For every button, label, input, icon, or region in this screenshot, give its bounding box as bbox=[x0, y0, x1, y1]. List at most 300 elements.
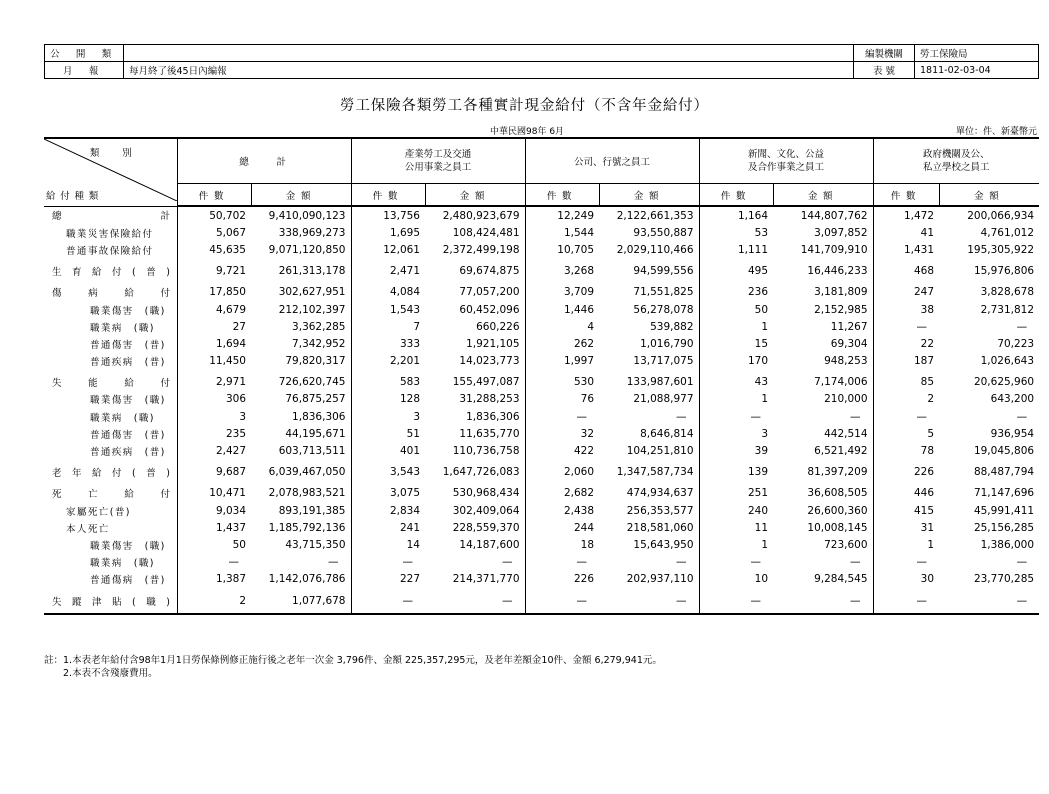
amount-cell: 643,200 bbox=[990, 393, 1035, 406]
row-label: 職業傷害 (職) bbox=[90, 305, 166, 317]
count-cell: 5,067 bbox=[177, 224, 251, 241]
row-label: 死亡給付 bbox=[52, 489, 170, 501]
count-cell: 235 bbox=[177, 425, 251, 442]
count-cell: 226 bbox=[873, 460, 939, 481]
table-row bbox=[44, 502, 1039, 519]
unit-label: 單位：件、新臺幣元 bbox=[955, 127, 1037, 137]
amount-cell: — bbox=[850, 410, 861, 423]
header-left-box bbox=[44, 44, 864, 79]
amount-cell: 3,828,678 bbox=[980, 286, 1035, 299]
count-cell: 247 bbox=[873, 280, 939, 301]
subheader-amount: 金額 bbox=[251, 184, 351, 207]
count-cell: 10 bbox=[699, 571, 773, 588]
table-row bbox=[44, 408, 1039, 425]
amount-cell: — bbox=[1016, 556, 1028, 569]
category-corner-label: 類別 bbox=[89, 148, 155, 159]
count-cell: 2 bbox=[873, 391, 939, 408]
count-cell: — bbox=[699, 588, 773, 614]
table-row bbox=[44, 301, 1039, 318]
table-row bbox=[44, 425, 1039, 442]
count-cell: 3,543 bbox=[351, 460, 425, 481]
count-cell: 3,268 bbox=[525, 259, 599, 280]
amount-cell: 3,181,809 bbox=[814, 286, 868, 299]
subheader-amount: 金額 bbox=[425, 184, 525, 207]
count-cell: 4,084 bbox=[351, 280, 425, 301]
amount-cell: — bbox=[676, 556, 687, 569]
notes bbox=[44, 654, 662, 680]
amount-cell: 1,026,643 bbox=[980, 355, 1035, 368]
count-cell: 3,709 bbox=[525, 280, 599, 301]
table-row bbox=[44, 460, 1039, 481]
count-cell: 530 bbox=[525, 370, 599, 391]
count-cell: 262 bbox=[525, 335, 599, 352]
count-cell: 1,544 bbox=[525, 224, 599, 241]
count-cell: 15 bbox=[699, 335, 773, 352]
amount-cell: 9,071,120,850 bbox=[268, 243, 346, 256]
amount-cell: 21,088,977 bbox=[633, 393, 694, 406]
count-cell: 495 bbox=[699, 259, 773, 280]
amount-cell: 110,736,758 bbox=[452, 445, 520, 458]
count-cell: — bbox=[699, 554, 773, 571]
amount-cell: — bbox=[502, 556, 513, 569]
count-cell: 38 bbox=[873, 301, 939, 318]
count-cell: 9,721 bbox=[177, 259, 251, 280]
group-header-company: 公司、行號之員工 bbox=[525, 138, 699, 184]
note-1: 註：1.本表老年給付含98年1月1日勞保條例修正施行後之老年一次金 3,796件、金額 225,357,295元，及老年差額金10件、金額 6,279,941元。 bbox=[44, 655, 662, 666]
amount-cell: 25,156,285 bbox=[973, 521, 1035, 534]
group-header-government: 政府機關及公、 私立學校之員工 bbox=[873, 138, 1039, 184]
count-cell: 5 bbox=[873, 425, 939, 442]
row-label: 普通傷病 (普) bbox=[90, 575, 166, 587]
subheader-count: 件數 bbox=[873, 184, 939, 207]
count-cell: 3 bbox=[177, 408, 251, 425]
amount-cell: — bbox=[599, 588, 699, 614]
count-cell: — bbox=[525, 554, 599, 571]
subheader-amount: 金額 bbox=[939, 184, 1039, 207]
count-cell: 251 bbox=[699, 481, 773, 502]
count-cell: 333 bbox=[351, 335, 425, 352]
row-label: 職業傷害 (職) bbox=[90, 540, 166, 552]
amount-cell: 195,305,922 bbox=[967, 243, 1035, 256]
count-cell: 422 bbox=[525, 442, 599, 459]
table-row bbox=[44, 571, 1039, 588]
count-cell: 3 bbox=[699, 425, 773, 442]
count-cell: 11,450 bbox=[177, 353, 251, 370]
public-class-value bbox=[124, 45, 865, 62]
amount-cell: 1,836,306 bbox=[292, 410, 346, 423]
row-label: 職業傷害 (職) bbox=[90, 395, 166, 407]
count-cell: 45,635 bbox=[177, 241, 251, 258]
table-row bbox=[44, 353, 1039, 370]
row-label: 失能給付 bbox=[52, 378, 170, 390]
count-cell: 2,971 bbox=[177, 370, 251, 391]
count-cell: 9,034 bbox=[177, 502, 251, 519]
amount-cell: 1,185,792,136 bbox=[268, 521, 346, 534]
amount-cell: 2,122,661,353 bbox=[616, 209, 694, 222]
count-cell: 10,471 bbox=[177, 481, 251, 502]
amount-cell: 442,514 bbox=[824, 427, 868, 440]
amount-cell: 19,045,806 bbox=[973, 445, 1035, 458]
count-cell: 1,111 bbox=[699, 241, 773, 258]
table-row bbox=[44, 318, 1039, 335]
count-cell: 2,834 bbox=[351, 502, 425, 519]
count-cell: — bbox=[699, 408, 773, 425]
amount-cell: 2,029,110,466 bbox=[616, 243, 694, 256]
count-cell: 128 bbox=[351, 391, 425, 408]
row-label: 傷病給付 bbox=[52, 288, 170, 300]
table-row bbox=[44, 370, 1039, 391]
count-cell: 12,249 bbox=[525, 206, 599, 224]
amount-cell: 11,267 bbox=[830, 320, 868, 333]
public-class-label: 公 開 類 bbox=[45, 45, 124, 62]
count-cell: 51 bbox=[351, 425, 425, 442]
amount-cell: 88,487,794 bbox=[973, 466, 1035, 479]
amount-cell: 81,397,209 bbox=[807, 466, 868, 479]
table-row bbox=[44, 391, 1039, 408]
amount-cell: 1,016,790 bbox=[640, 337, 694, 350]
subheader-count: 件數 bbox=[699, 184, 773, 207]
row-label: 普通疾病 (普) bbox=[90, 447, 166, 459]
amount-cell: 31,288,253 bbox=[459, 393, 520, 406]
count-cell: — bbox=[873, 408, 939, 425]
amount-cell: 261,313,178 bbox=[278, 265, 346, 278]
corner-header bbox=[44, 138, 177, 206]
count-cell: 50 bbox=[177, 536, 251, 553]
count-cell: 2,682 bbox=[525, 481, 599, 502]
amount-cell: 133,987,601 bbox=[626, 376, 694, 389]
table-row bbox=[44, 442, 1039, 459]
count-cell: 4 bbox=[525, 318, 599, 335]
amount-cell: 539,882 bbox=[650, 320, 694, 333]
form-number-value: 1811-02-03-04 bbox=[915, 62, 1039, 79]
amount-cell: 1,142,076,786 bbox=[268, 573, 346, 586]
count-cell: 446 bbox=[873, 481, 939, 502]
amount-cell: 60,452,096 bbox=[459, 303, 520, 316]
count-cell: 3,075 bbox=[351, 481, 425, 502]
count-cell: 2,060 bbox=[525, 460, 599, 481]
amount-cell: 338,969,273 bbox=[278, 226, 346, 239]
row-label: 家屬死亡(普) bbox=[66, 506, 131, 518]
table-row bbox=[44, 588, 1039, 614]
table-row bbox=[44, 335, 1039, 352]
amount-cell: 1,386,000 bbox=[980, 538, 1035, 551]
form-number-label: 表 號 bbox=[854, 62, 915, 79]
header-right-box bbox=[853, 44, 1039, 79]
amount-cell: 202,937,110 bbox=[626, 573, 694, 586]
count-cell: 85 bbox=[873, 370, 939, 391]
amount-cell: 43,715,350 bbox=[285, 538, 346, 551]
amount-cell: 2,480,923,679 bbox=[442, 209, 520, 222]
amount-cell: 9,410,090,123 bbox=[268, 209, 346, 222]
row-label: 失蹤津貼(職) bbox=[52, 596, 170, 608]
count-cell: 41 bbox=[873, 224, 939, 241]
amount-cell: 2,152,985 bbox=[814, 303, 868, 316]
benefits-table bbox=[44, 137, 1039, 615]
amount-cell: 212,102,397 bbox=[278, 303, 346, 316]
row-label: 老年給付(普) bbox=[52, 468, 170, 480]
count-cell: 7 bbox=[351, 318, 425, 335]
count-cell: 10,705 bbox=[525, 241, 599, 258]
count-cell: 226 bbox=[525, 571, 599, 588]
row-label: 職業病 (職) bbox=[90, 322, 155, 334]
agency-label: 編製機關 bbox=[854, 45, 915, 62]
amount-cell: 256,353,577 bbox=[626, 504, 694, 517]
count-cell: 240 bbox=[699, 502, 773, 519]
count-cell: 1 bbox=[699, 391, 773, 408]
amount-cell: 79,820,317 bbox=[285, 355, 346, 368]
amount-cell: 210,000 bbox=[824, 393, 868, 406]
count-cell: 1 bbox=[699, 318, 773, 335]
count-cell: 14 bbox=[351, 536, 425, 553]
count-cell: 27 bbox=[177, 318, 251, 335]
group-header-industry: 產業勞工及交通 公用事業之員工 bbox=[351, 138, 525, 184]
count-cell: 139 bbox=[699, 460, 773, 481]
amount-cell: 218,581,060 bbox=[626, 521, 694, 534]
count-cell: 401 bbox=[351, 442, 425, 459]
count-cell: 43 bbox=[699, 370, 773, 391]
amount-cell: 302,627,951 bbox=[278, 286, 346, 299]
amount-cell: 69,674,875 bbox=[459, 265, 520, 278]
row-label: 普通疾病 (普) bbox=[90, 357, 166, 369]
amount-cell: — bbox=[1016, 410, 1028, 423]
count-cell: — bbox=[873, 318, 939, 335]
amount-cell: 2,731,812 bbox=[980, 303, 1035, 316]
amount-cell: 1,836,306 bbox=[466, 410, 520, 423]
page-title: 勞工保險各類勞工各種實計現金給付（不含年金給付） bbox=[340, 98, 709, 114]
count-cell: 13,756 bbox=[351, 206, 425, 224]
amount-cell: — bbox=[773, 588, 873, 614]
amount-cell: 1,077,678 bbox=[251, 588, 351, 614]
amount-cell: 9,284,545 bbox=[814, 573, 868, 586]
count-cell: 2,471 bbox=[351, 259, 425, 280]
amount-cell: 155,497,087 bbox=[452, 376, 520, 389]
count-cell: 1,446 bbox=[525, 301, 599, 318]
amount-cell: — bbox=[676, 410, 687, 423]
count-cell: 236 bbox=[699, 280, 773, 301]
count-cell: — bbox=[873, 588, 939, 614]
amount-cell: — bbox=[850, 556, 861, 569]
amount-cell: 36,608,505 bbox=[807, 487, 868, 500]
count-cell: 2,427 bbox=[177, 442, 251, 459]
amount-cell: 6,039,467,050 bbox=[268, 466, 346, 479]
table-row bbox=[44, 554, 1039, 571]
count-cell: 1,437 bbox=[177, 519, 251, 536]
period-label: 中華民國98年 6月 bbox=[490, 127, 565, 137]
amount-cell: 56,278,078 bbox=[633, 303, 694, 316]
count-cell: 50,702 bbox=[177, 206, 251, 224]
amount-cell: 1,347,587,734 bbox=[616, 466, 694, 479]
count-cell: 2,201 bbox=[351, 353, 425, 370]
count-cell: 2 bbox=[177, 588, 251, 614]
subheader-count: 件數 bbox=[177, 184, 251, 207]
amount-cell: 45,991,411 bbox=[973, 504, 1035, 517]
amount-cell: 16,446,233 bbox=[807, 265, 868, 278]
amount-cell: 77,057,200 bbox=[459, 286, 520, 299]
count-cell: 30 bbox=[873, 571, 939, 588]
amount-cell: 936,954 bbox=[990, 427, 1035, 440]
amount-cell: 20,625,960 bbox=[973, 376, 1035, 389]
amount-cell: 8,646,814 bbox=[640, 427, 694, 440]
count-cell: 78 bbox=[873, 442, 939, 459]
amount-cell: 726,620,745 bbox=[278, 376, 346, 389]
subheader-count: 件數 bbox=[351, 184, 425, 207]
amount-cell: 228,559,370 bbox=[452, 521, 520, 534]
amount-cell: 2,372,499,198 bbox=[442, 243, 520, 256]
count-cell: — bbox=[351, 588, 425, 614]
amount-cell: 14,187,600 bbox=[459, 538, 520, 551]
row-label: 普通傷害 (普) bbox=[90, 339, 166, 351]
count-cell: 11 bbox=[699, 519, 773, 536]
amount-cell: — bbox=[425, 588, 525, 614]
amount-cell: 108,424,481 bbox=[452, 226, 520, 239]
amount-cell: 7,174,006 bbox=[814, 376, 868, 389]
count-cell: 17,850 bbox=[177, 280, 251, 301]
subheader-amount: 金額 bbox=[773, 184, 873, 207]
table-row bbox=[44, 259, 1039, 280]
count-cell: 227 bbox=[351, 571, 425, 588]
amount-cell: 3,097,852 bbox=[814, 226, 868, 239]
subheader-row bbox=[44, 184, 1039, 207]
amount-cell: 70,223 bbox=[997, 337, 1035, 350]
count-cell: 1,431 bbox=[873, 241, 939, 258]
row-label: 生育給付(普) bbox=[52, 267, 170, 279]
count-cell: 22 bbox=[873, 335, 939, 352]
amount-cell: 893,191,385 bbox=[278, 504, 346, 517]
count-cell: 187 bbox=[873, 353, 939, 370]
amount-cell: 14,023,773 bbox=[459, 355, 520, 368]
count-cell: 415 bbox=[873, 502, 939, 519]
amount-cell: 104,251,810 bbox=[626, 445, 694, 458]
row-label: 普通傷害 (普) bbox=[90, 429, 166, 441]
amount-cell: 94,599,556 bbox=[633, 265, 694, 278]
amount-cell: 76,875,257 bbox=[285, 393, 346, 406]
amount-cell: 23,770,285 bbox=[973, 573, 1035, 586]
amount-cell: 660,226 bbox=[476, 320, 520, 333]
count-cell: 1,694 bbox=[177, 335, 251, 352]
count-cell: 241 bbox=[351, 519, 425, 536]
count-cell: 1,387 bbox=[177, 571, 251, 588]
amount-cell: 26,600,360 bbox=[807, 504, 868, 517]
table-body bbox=[44, 206, 1039, 614]
count-cell: 1,695 bbox=[351, 224, 425, 241]
row-label: 本人死亡 bbox=[66, 523, 110, 535]
amount-cell: 144,807,762 bbox=[800, 209, 868, 222]
report-type-label: 月 報 bbox=[45, 62, 124, 79]
amount-cell: 15,643,950 bbox=[633, 538, 694, 551]
table-row bbox=[44, 519, 1039, 536]
count-cell: 170 bbox=[699, 353, 773, 370]
row-label: 職業災害保險給付 bbox=[66, 228, 154, 240]
amount-cell: 200,066,934 bbox=[967, 209, 1035, 222]
amount-cell: 69,304 bbox=[830, 337, 868, 350]
count-cell: 1,472 bbox=[873, 206, 939, 224]
subheader-amount: 金額 bbox=[599, 184, 699, 207]
amount-cell: 71,551,825 bbox=[633, 286, 694, 299]
count-cell: 1,997 bbox=[525, 353, 599, 370]
table-row bbox=[44, 280, 1039, 301]
count-cell: 53 bbox=[699, 224, 773, 241]
amount-cell: 4,761,012 bbox=[980, 226, 1035, 239]
count-cell: — bbox=[873, 554, 939, 571]
count-cell: 32 bbox=[525, 425, 599, 442]
count-cell: 1,543 bbox=[351, 301, 425, 318]
amount-cell: 948,253 bbox=[824, 355, 868, 368]
count-cell: — bbox=[177, 554, 251, 571]
report-type-value: 每月終了後45日內編報 bbox=[124, 62, 865, 79]
benefit-type-corner-label: 給付種類 bbox=[46, 190, 104, 202]
amount-cell: 13,717,075 bbox=[633, 355, 694, 368]
count-cell: 50 bbox=[699, 301, 773, 318]
table-row bbox=[44, 241, 1039, 258]
amount-cell: 1,921,105 bbox=[466, 337, 520, 350]
amount-cell: 214,371,770 bbox=[452, 573, 520, 586]
count-cell: 3 bbox=[351, 408, 425, 425]
count-cell: 583 bbox=[351, 370, 425, 391]
count-cell: 1 bbox=[873, 536, 939, 553]
count-cell: — bbox=[525, 588, 599, 614]
count-cell: 1 bbox=[699, 536, 773, 553]
count-cell: 2,438 bbox=[525, 502, 599, 519]
amount-cell: 15,976,806 bbox=[973, 265, 1035, 278]
amount-cell: — bbox=[328, 556, 339, 569]
count-cell: 306 bbox=[177, 391, 251, 408]
amount-cell: 723,600 bbox=[824, 538, 868, 551]
amount-cell: 11,635,770 bbox=[459, 427, 520, 440]
row-label: 職業病 (職) bbox=[90, 558, 155, 570]
count-cell: 31 bbox=[873, 519, 939, 536]
amount-cell: 474,934,637 bbox=[626, 487, 694, 500]
count-cell: 1,164 bbox=[699, 206, 773, 224]
table-row bbox=[44, 481, 1039, 502]
amount-cell: 44,195,671 bbox=[285, 427, 346, 440]
group-header-news: 新聞、文化、公益 及合作事業之員工 bbox=[699, 138, 873, 184]
amount-cell: — bbox=[1016, 320, 1028, 333]
count-cell: 39 bbox=[699, 442, 773, 459]
count-cell: 76 bbox=[525, 391, 599, 408]
amount-cell: — bbox=[939, 588, 1039, 614]
note-2: 2.本表不含殘廢費用。 bbox=[44, 668, 158, 679]
count-cell: 4,679 bbox=[177, 301, 251, 318]
amount-cell: 7,342,952 bbox=[292, 337, 346, 350]
amount-cell: 530,968,434 bbox=[452, 487, 520, 500]
amount-cell: 141,709,910 bbox=[800, 243, 868, 256]
count-cell: — bbox=[351, 554, 425, 571]
amount-cell: 93,550,887 bbox=[633, 226, 694, 239]
row-label: 職業病 (職) bbox=[90, 412, 155, 424]
group-header-total: 總 計 bbox=[177, 138, 351, 184]
row-label: 普通事故保險給付 bbox=[66, 245, 154, 257]
amount-cell: 6,521,492 bbox=[814, 445, 868, 458]
amount-cell: 3,362,285 bbox=[292, 320, 346, 333]
row-label: 總 計 bbox=[52, 211, 170, 223]
amount-cell: 1,647,726,083 bbox=[442, 466, 520, 479]
amount-cell: 302,409,064 bbox=[452, 504, 520, 517]
amount-cell: 2,078,983,521 bbox=[268, 487, 346, 500]
count-cell: 468 bbox=[873, 259, 939, 280]
table-row bbox=[44, 224, 1039, 241]
count-cell: 18 bbox=[525, 536, 599, 553]
count-cell: 244 bbox=[525, 519, 599, 536]
table-row bbox=[44, 206, 1039, 224]
amount-cell: 603,713,511 bbox=[278, 445, 346, 458]
count-cell: 9,687 bbox=[177, 460, 251, 481]
agency-value: 勞工保險局 bbox=[915, 45, 1039, 62]
count-cell: 12,061 bbox=[351, 241, 425, 258]
amount-cell: 10,008,145 bbox=[807, 521, 868, 534]
amount-cell: 71,147,696 bbox=[973, 487, 1035, 500]
table-row bbox=[44, 536, 1039, 553]
count-cell: — bbox=[525, 408, 599, 425]
